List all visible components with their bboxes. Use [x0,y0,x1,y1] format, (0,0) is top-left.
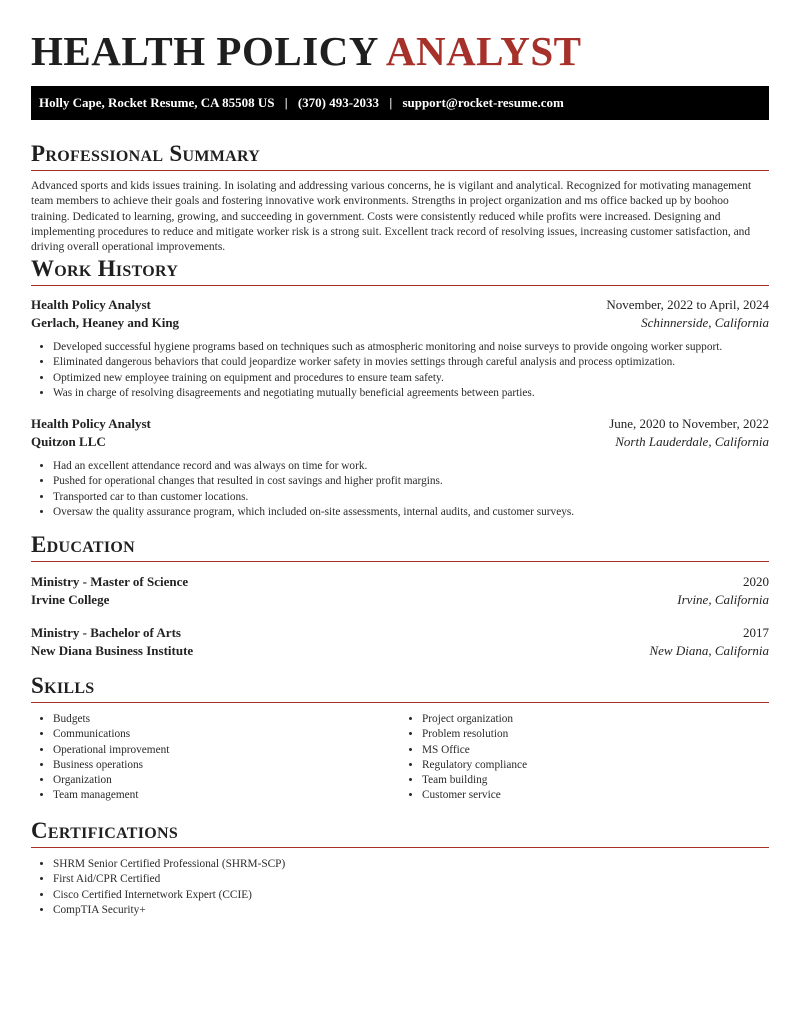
job-bullets [31,459,769,520]
job-title: Health Policy Analyst [31,297,151,312]
job-header [31,296,769,314]
job-company-row [31,314,769,332]
job-header [31,415,769,433]
certification-item: • SHRM Senior Certified Professional (SHRM-SCP) [53,857,769,872]
education-school: Irvine College [31,592,110,607]
education-location: Irvine, California [677,592,769,607]
skill-item: • Operational improvement [53,743,400,758]
job-dates: June, 2020 to November, 2022 [609,416,769,431]
job-entry [31,296,769,401]
skill-item: • Project organization [422,712,769,727]
education-location: New Diana, California [649,643,769,658]
job-bullet: • Pushed for operational changes that resulted in cost savings and higher profit margins. [53,474,769,489]
skill-item: • MS Office [422,743,769,758]
education-heading: Education [31,531,769,562]
contact-phone: (370) 493-2033 [297,95,380,110]
skill-item: • Customer service [422,788,769,803]
certification-item: • CompTIA Security+ [53,903,769,918]
education-year: 2020 [743,574,769,589]
job-bullet: • Optimized new employee training on equipment and procedures to ensure team safety. [53,371,769,386]
contact-address: Holly Cape, Rocket Resume, CA 85508 US [39,95,275,110]
education-degree: Ministry - Bachelor of Arts [31,625,181,640]
job-bullet: • Oversaw the quality assurance program, which included on-site assessments, internal audits, and customer surveys. [53,505,769,520]
certifications-section [31,817,769,918]
job-bullet: • Transported car to than customer locations. [53,490,769,505]
skill-item: • Team building [422,773,769,788]
job-entry [31,415,769,520]
job-company: Quitzon LLC [31,434,106,449]
certification-item: • First Aid/CPR Certified [53,872,769,887]
contact-email: support@rocket-resume.com [402,95,564,110]
education-header [31,573,769,591]
skills-list-left [31,712,400,804]
contact-separator: | [284,95,288,110]
education-degree: Ministry - Master of Science [31,574,189,589]
skill-item: • Budgets [53,712,400,727]
job-location: North Lauderdale, California [615,434,769,449]
title-accent: ANALYST [385,28,582,74]
skill-item: • Team management [53,788,400,803]
job-bullet: • Was in charge of resolving disagreements and negotiating mutually beneficial agreements between parties. [53,386,769,401]
skill-item: • Business operations [53,758,400,773]
skills-section [31,672,769,804]
summary-section [31,140,769,255]
certifications-heading: Certifications [31,817,769,848]
certifications-list [31,857,769,918]
education-entry [31,573,769,609]
contact-separator: | [389,95,393,110]
title-main: HEALTH POLICY [31,28,378,74]
education-section [31,531,769,562]
job-company-row [31,433,769,451]
education-school-row [31,591,769,609]
resume-title [31,28,582,74]
job-bullet: • Developed successful hygiene programs based on techniques such as atmospheric monitoring and noise surveys to provide ongoing worker support. [53,340,769,355]
education-year: 2017 [743,625,769,640]
education-school: New Diana Business Institute [31,643,194,658]
job-bullets [31,340,769,401]
skills-columns [31,703,769,804]
summary-heading: Professional Summary [31,140,769,171]
education-entry [31,624,769,660]
job-title: Health Policy Analyst [31,416,151,431]
skill-item: • Organization [53,773,400,788]
job-bullet: • Eliminated dangerous behaviors that could jeopardize worker safety in movies settings through careful analysis and process optimization. [53,355,769,370]
education-school-row [31,642,769,660]
skill-item: • Regulatory compliance [422,758,769,773]
skill-item: • Communications [53,727,400,742]
job-company: Gerlach, Heaney and King [31,315,180,330]
skills-list-right [400,712,769,804]
summary-text: Advanced sports and kids issues training. In isolating and addressing various concerns, he is vigilant and analytical. Recognized for motivating management team members to achieve their goals and fostering innovative work environments. Strengths in project organization and ms office backed up by boohoo training. Dedicated to learning, growing, and succeeding in government. Costs were consistently reduced while profits were increased. Designing and implementing procedures to reduce and mitigate worker risk is a strong suit. Excellent track record of resolving issues, increasing customer satisfaction, and driving overall operational improvements. [31,180,752,254]
work-history-section [31,255,769,286]
work-history-heading: Work History [31,255,769,286]
education-header [31,624,769,642]
skills-heading: Skills [31,672,769,703]
certification-item: • Cisco Certified Internetwork Expert (CCIE) [53,888,769,903]
job-bullet: • Had an excellent attendance record and was always on time for work. [53,459,769,474]
job-location: Schinnerside, California [641,315,769,330]
skill-item: • Problem resolution [422,727,769,742]
job-dates: November, 2022 to April, 2024 [606,297,769,312]
contact-bar [31,86,769,120]
